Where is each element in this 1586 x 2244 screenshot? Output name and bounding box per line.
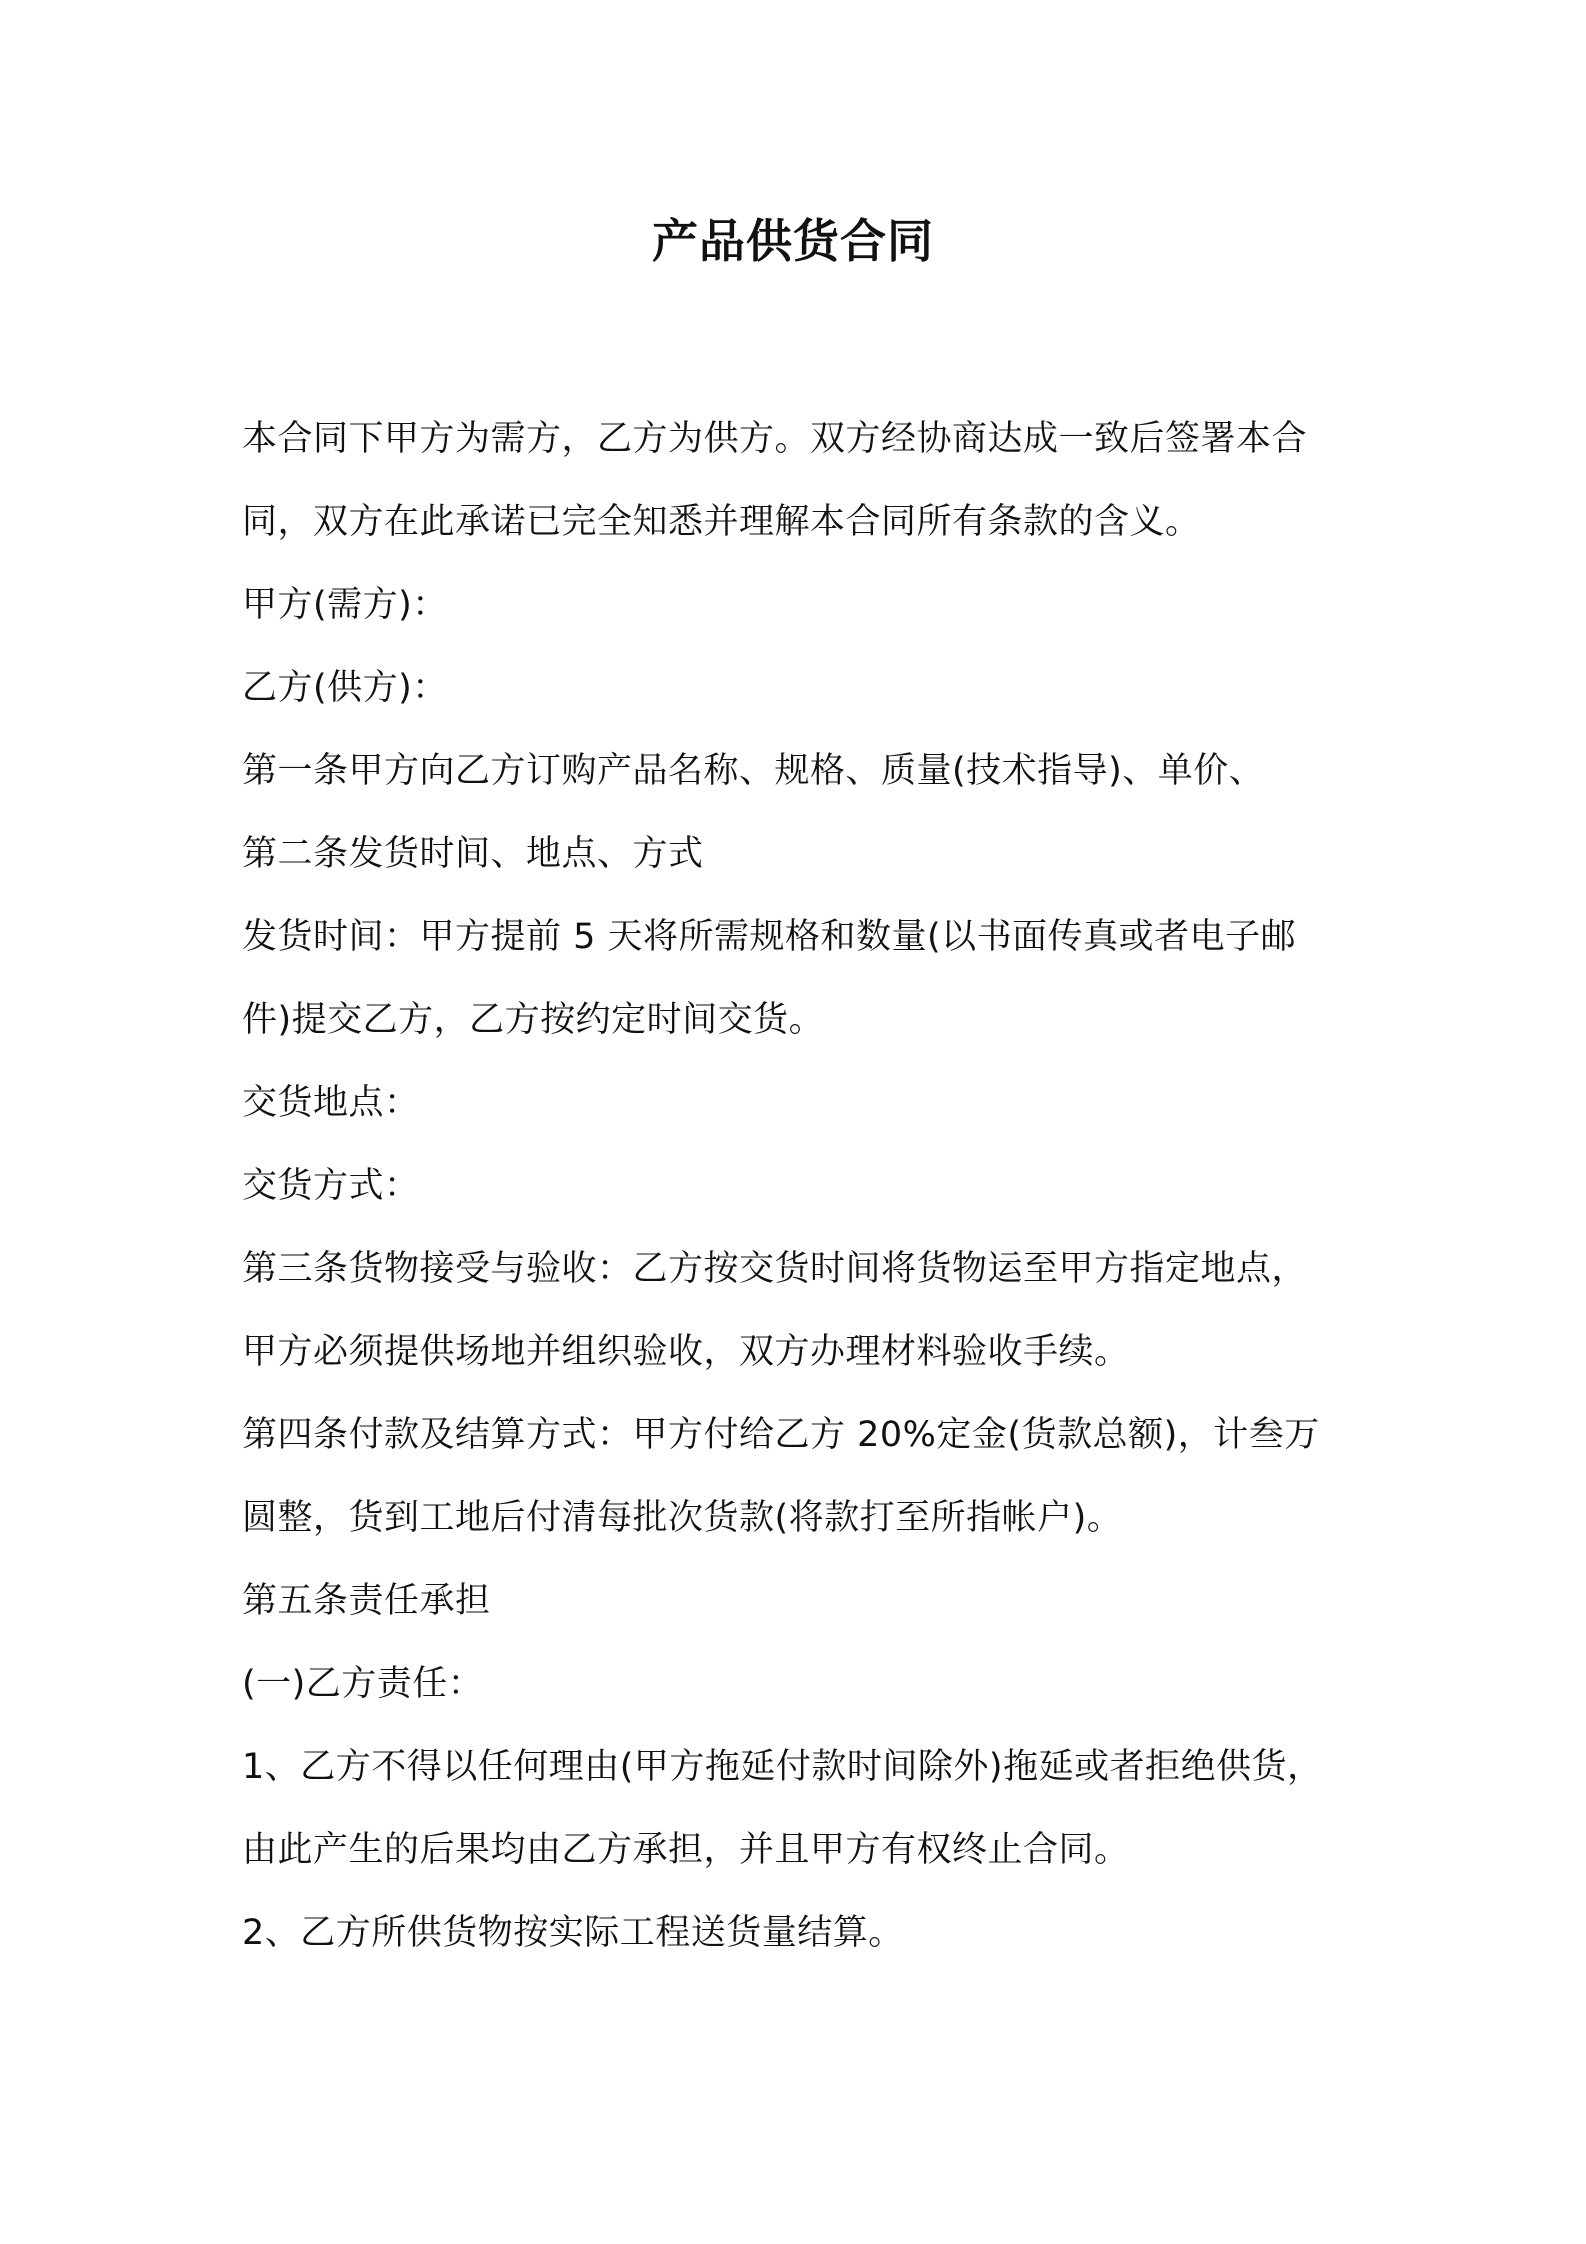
document-title: 产品供货合同 <box>652 214 934 268</box>
delivery-location-line: 交货地点： <box>242 1083 420 1123</box>
article-5-heading: 第五条责任承担 <box>242 1581 491 1621</box>
party-a-line: 甲方(需方)： <box>242 585 448 625</box>
article-2-heading: 第二条发货时间、地点、方式 <box>242 834 704 874</box>
intro-paragraph: 本合同下甲方为需方，乙方为供方。双方经协商达成一致后签署本合 同，双方在此承诺已完全知悉并理解本合同所有条款的含义。 <box>242 419 1308 542</box>
party-b-responsibility-heading: (一)乙方责任： <box>242 1664 484 1704</box>
article-3: 第三条货物接受与验收：乙方按交货时间将货物运至甲方指定地点， 甲方必须提供场地并组织验收，双方办理材料验收手续。 <box>242 1249 1308 1372</box>
delivery-method-line: 交货方式： <box>242 1166 420 1206</box>
party-b-line: 乙方(供方)： <box>242 668 448 708</box>
article-4: 第四条付款及结算方式：甲方付给乙方 20%定金(货款总额)，计叁万 圆整，货到工地后付清每批次货款(将款打至所指帐户)。 <box>242 1415 1320 1538</box>
responsibility-item-2: 2、乙方所供货物按实际工程送货量结算。 <box>242 1913 904 1953</box>
delivery-time-paragraph: 发货时间：甲方提前 5 天将所需规格和数量(以书面传真或者电子邮 件)提交乙方，乙方按约定时间交货。 <box>242 917 1297 1040</box>
responsibility-item-1: 1、乙方不得以任何理由(甲方拖延付款时间除外)拖延或者拒绝供货， 由此产生的后果均由乙方承担，并且甲方有权终止合同。 <box>242 1747 1323 1870</box>
article-1: 第一条甲方向乙方订购产品名称、规格、质量(技术指导)、单价、 <box>242 751 1265 791</box>
document-body <box>242 398 1362 1975</box>
